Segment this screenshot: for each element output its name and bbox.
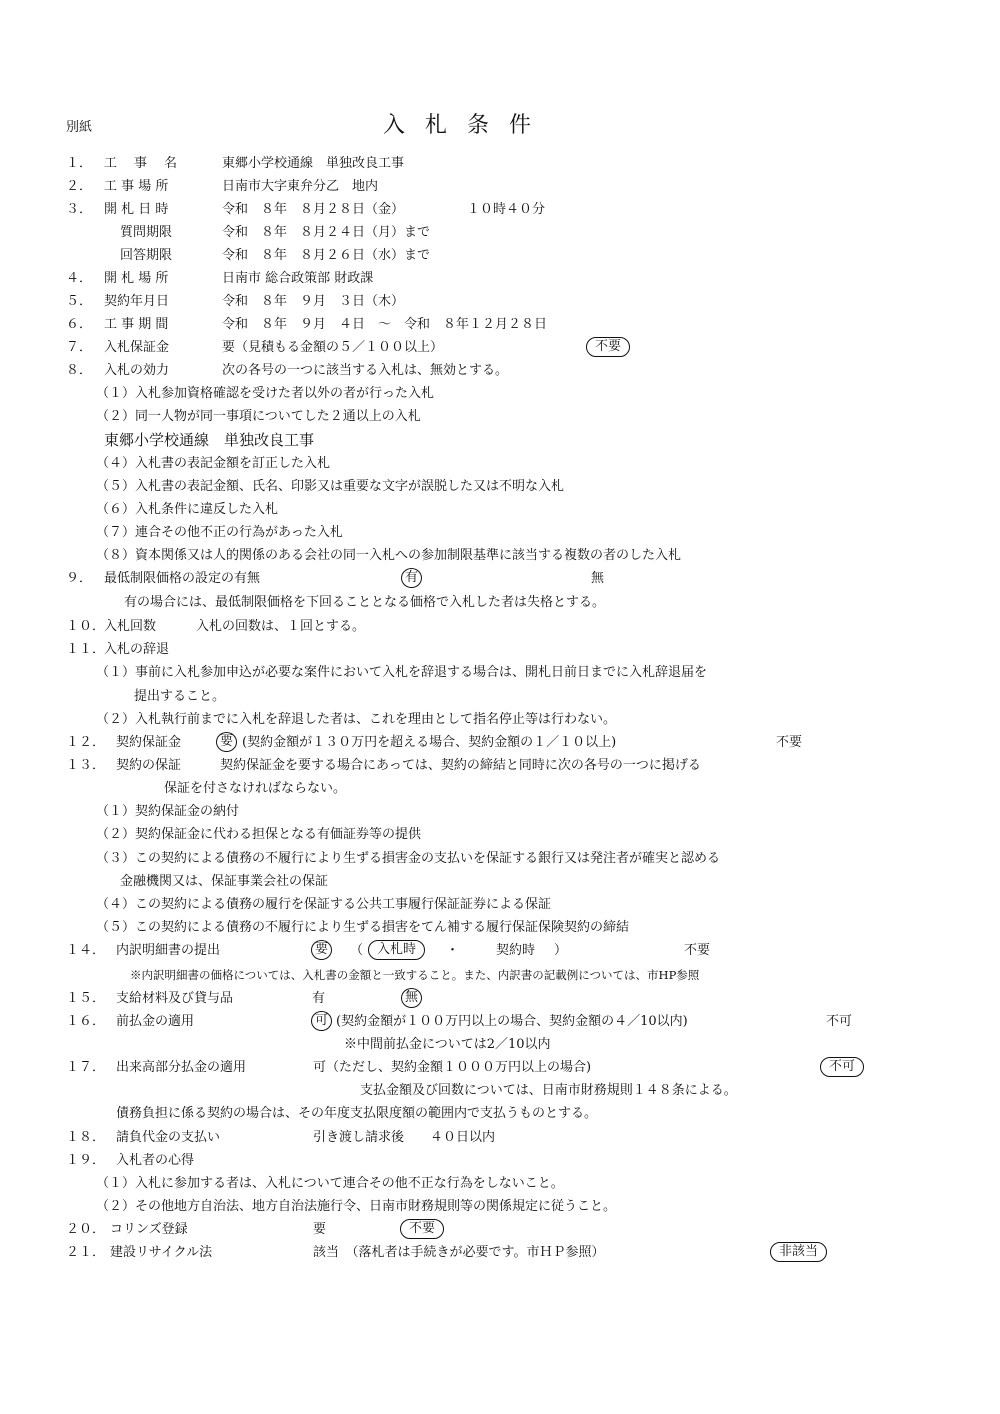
item-5-num: ５． — [66, 294, 93, 309]
item-9-note: 有の場合には、最低制限価格を下回ることとなる価格で入札した者は失格とする。 — [124, 595, 606, 610]
item-21-num: ２１． — [66, 1245, 106, 1260]
item-14-note: ※内訳明細書の価格については、入札書の金額と一致すること。また、内訳書の記載例については、市HP参照 — [130, 968, 700, 982]
item-8-sub: （７）連合その他不正の行為があった入札 — [96, 525, 343, 540]
item-16-circled-option: 可 — [311, 1011, 332, 1031]
item-10-value: 入札の回数は、１回とする。 — [196, 619, 366, 634]
item-14-paren: （ — [350, 943, 364, 958]
item-14-separator: ・ — [446, 943, 460, 958]
item-6-num: ６． — [66, 317, 93, 332]
item-11-sub: （２）入札執行前までに入札を辞退した者は、これを理由として指名停止等は行わない。 — [96, 712, 617, 727]
item-15-circled-option: 無 — [401, 988, 422, 1008]
item-3a-label: 質問期限 — [120, 225, 173, 240]
item-18-value: 引き渡し請求後 ４０日以内 — [313, 1130, 496, 1145]
item-16-note: ※中間前払金については2／10以内 — [344, 1037, 551, 1052]
item-13-num: １３． — [66, 758, 106, 773]
item-12-label: 契約保証金 — [116, 735, 182, 750]
item-10-label: 入札回数 — [104, 619, 157, 634]
item-8-sub: （５）入札書の表記金額、氏名、印影又は重要な文字が誤脱した又は不明な入札 — [96, 479, 565, 494]
item-8-sub: （１）入札参加資格確認を受けた者以外の者が行った入札 — [96, 386, 435, 401]
item-19-label: 入札者の心得 — [116, 1153, 195, 1168]
item-13-sub: 金融機関又は、保証事業会社の保証 — [120, 874, 329, 889]
item-8-sub: （６）入札条件に違反した入札 — [96, 502, 279, 517]
item-9-circled-option: 有 — [401, 568, 422, 588]
item-6-value: 令和 ８年 ９月 ４日 ～ 令和 ８年１２月２８日 — [222, 317, 548, 332]
item-17-note: 支払金額及び回数については、日南市財務規則１４８条による。 — [360, 1083, 737, 1098]
item-13-sub: （２）契約保証金に代わる担保となる有価証券等の提供 — [96, 827, 422, 842]
item-1-value: 東郷小学校通線 単独改良工事 — [222, 156, 405, 171]
item-13-sub: （４）この契約による債務の履行を保証する公共工事履行保証証券による保証 — [96, 897, 552, 912]
item-16-label: 前払金の適用 — [116, 1014, 195, 1029]
item-14-circled-option: 要 — [311, 940, 332, 960]
item-21-value: 該当 （落札者は手続きが必要です。市ＨＰ参照） — [313, 1245, 605, 1260]
item-8-label: 入札の効力 — [104, 363, 170, 378]
item-10-num: １０． — [66, 619, 106, 634]
item-13-sub: （１）契約保証金の納付 — [96, 804, 240, 819]
item-20-label: コリンズ登録 — [110, 1222, 188, 1237]
item-14-circled-option: 入札時 — [368, 940, 425, 960]
item-7-circled-option: 不要 — [586, 337, 630, 357]
item-13-label: 契約の保証 — [116, 758, 182, 773]
item-15-option: 有 — [312, 991, 326, 1006]
item-15-num: １５． — [66, 991, 106, 1006]
item-4-num: ４． — [66, 271, 93, 286]
item-3b-value: 令和 ８年 ８月２６日（水）まで — [222, 248, 431, 263]
item-14-paren: ） — [554, 943, 568, 958]
item-7-num: ７． — [66, 340, 93, 355]
item-18-label: 請負代金の支払い — [116, 1130, 221, 1145]
item-3-value: 令和 ８年 ８月２８日（金） — [222, 202, 405, 217]
item-8-sub: 東郷小学校通線 単独改良工事 — [104, 431, 315, 449]
item-1-label: 工 事 名 — [104, 156, 180, 171]
item-8-sub: （８）資本関係又は人的関係のある会社の同一入札への参加制限基準に該当する複数の者のした入札 — [96, 548, 682, 563]
item-16-value: (契約金額が１００万円以上の場合、契約金額の４／10以内) — [336, 1014, 688, 1029]
item-8-sub: （２）同一人物が同一事項についてした２通以上の入札 — [96, 409, 421, 424]
item-12-value: (契約金額が１３０万円を超える場合、契約金額の１／１０以上) — [242, 735, 617, 750]
item-12-option: 不要 — [776, 735, 803, 750]
item-13-value: 契約保証金を要する場合にあっては、契約の締結と同時に次の各号の一つに掲げる — [220, 758, 701, 773]
item-17-note: 債務負担に係る契約の場合は、その年度支払限度額の範囲内で支払うものとする。 — [116, 1106, 598, 1121]
item-19-sub: （１）入札に参加する者は、入札について連合その他不正な行為をしないこと。 — [96, 1176, 564, 1191]
item-12-circled-option: 要 — [216, 732, 237, 752]
item-17-num: １７． — [66, 1060, 106, 1075]
item-2-value: 日南市大字東弁分乙 地内 — [222, 179, 379, 194]
item-14-option: 不要 — [684, 943, 711, 958]
item-3-label: 開 札 日 時 — [104, 202, 169, 217]
item-17-circled-option: 不可 — [820, 1057, 864, 1077]
item-19-num: １９． — [66, 1153, 106, 1168]
item-21-label: 建設リサイクル法 — [110, 1245, 213, 1260]
item-19-sub: （２）その他地方自治法、地方自治法施行令、日南市財務規則等の関係規定に従うこと。 — [96, 1199, 617, 1214]
item-3a-value: 令和 ８年 ８月２４日（月）まで — [222, 225, 431, 240]
item-13-value: 保証を付さなければならない。 — [164, 781, 347, 796]
item-20-option: 要 — [313, 1222, 327, 1237]
item-7-label: 入札保証金 — [104, 340, 170, 355]
item-14-option: 契約時 — [496, 943, 536, 958]
item-3b-label: 回答期限 — [120, 248, 173, 263]
item-11-sub: （１）事前に入札参加申込が必要な案件において入札を辞退する場合は、開札日前日までに入札辞退届を — [96, 665, 708, 680]
item-11-num: １１． — [66, 642, 106, 657]
item-15-label: 支給材料及び貸与品 — [116, 991, 234, 1006]
item-3-time: １０時４０分 — [467, 202, 546, 217]
item-14-label: 内訳明細書の提出 — [116, 943, 221, 958]
item-1-num: １． — [66, 156, 93, 171]
item-20-circled-option: 不要 — [400, 1219, 444, 1239]
item-6-label: 工 事 期 間 — [104, 317, 169, 332]
item-8-num: ８． — [66, 363, 93, 378]
item-2-label: 工 事 場 所 — [104, 179, 169, 194]
item-13-sub: （５）この契約による債務の不履行により生ずる損害をてん補する履行保証保険契約の締結 — [96, 920, 630, 935]
item-5-value: 令和 ８年 ９月 ３日（木） — [222, 294, 405, 309]
item-13-sub: （３）この契約による債務の不履行により生ずる損害金の支払いを保証する銀行又は発注者が確実と認める — [96, 851, 721, 866]
item-16-option: 不可 — [826, 1014, 853, 1029]
item-21-circled-option: 非該当 — [770, 1242, 827, 1262]
item-11-label: 入札の辞退 — [104, 642, 170, 657]
item-17-label: 出来高部分払金の適用 — [116, 1060, 247, 1075]
item-2-num: ２． — [66, 179, 93, 194]
besshi-label: 別紙 — [66, 120, 93, 135]
item-11-sub: 提出すること。 — [134, 689, 226, 704]
document-title: 入札条件 — [383, 113, 552, 138]
item-17-value: 可（ただし、契約金額１０００万円以上の場合) — [313, 1060, 592, 1075]
item-8-sub: （４）入札書の表記金額を訂正した入札 — [96, 456, 331, 471]
item-8-value: 次の各号の一つに該当する入札は、無効とする。 — [222, 363, 509, 378]
item-5-label: 契約年月日 — [104, 294, 170, 309]
item-12-num: １２． — [66, 735, 106, 750]
item-9-num: ９． — [66, 571, 93, 586]
item-9-option: 無 — [591, 571, 605, 586]
item-16-num: １６． — [66, 1014, 106, 1029]
item-4-label: 開 札 場 所 — [104, 271, 169, 286]
item-4-value: 日南市 総合政策部 財政課 — [222, 271, 374, 286]
item-3-num: ３． — [66, 202, 93, 217]
item-20-num: ２０． — [66, 1222, 106, 1237]
item-18-num: １８． — [66, 1130, 106, 1145]
item-7-value: 要（見積もる金額の５／１００以上） — [222, 340, 444, 355]
item-14-num: １４． — [66, 943, 106, 958]
item-9-label: 最低制限価格の設定の有無 — [104, 571, 261, 586]
